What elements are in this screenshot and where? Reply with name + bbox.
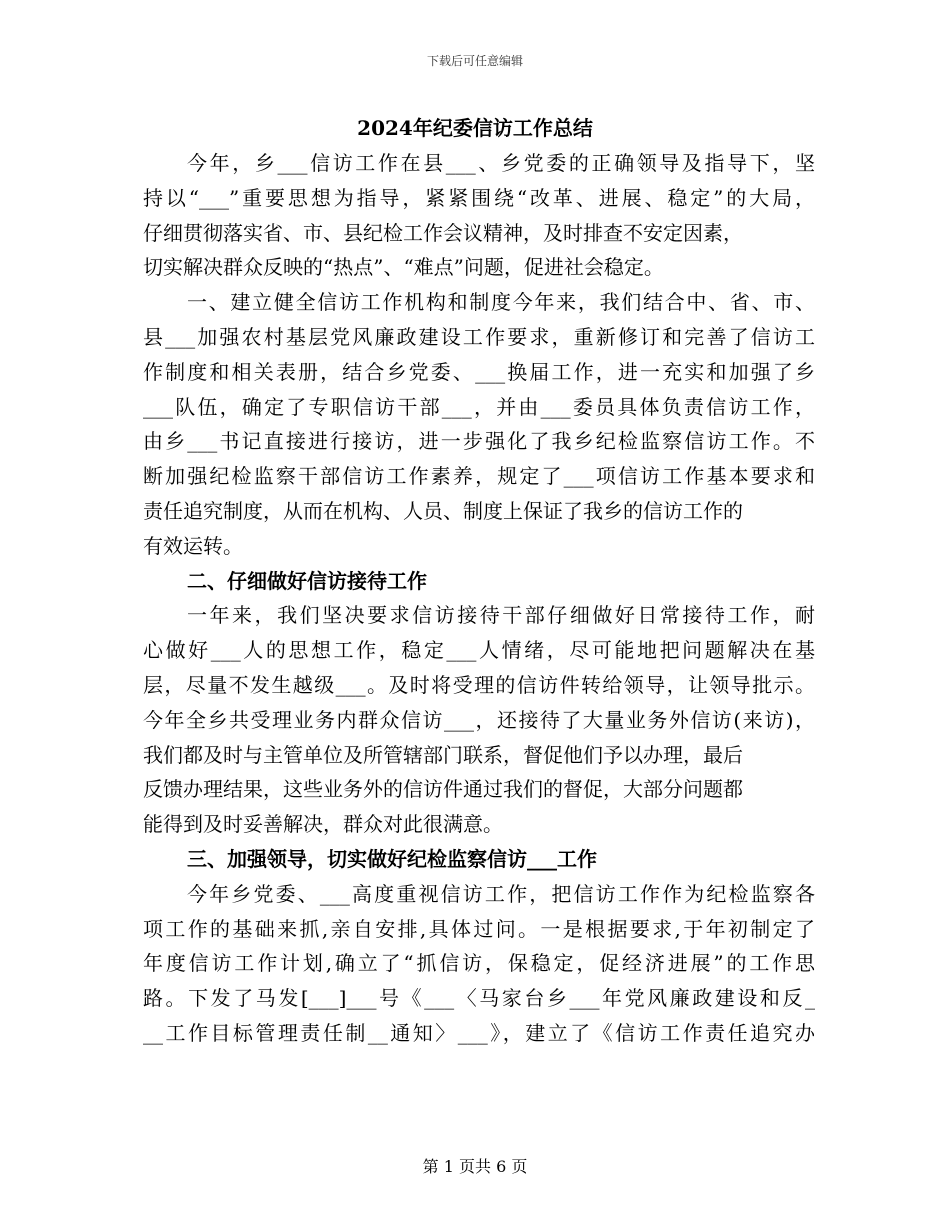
section-heading: 二、仔细做好信访接待工作 <box>187 568 427 593</box>
text-line: 年度信访工作计划,确立了“抓信访，保稳定，促经济进展”的工作思 <box>143 951 815 976</box>
text-line: 仔细贯彻落实省、市、县纪检工作会议精神，及时排查不安定因素， <box>143 220 743 245</box>
text-line: 有效运转。 <box>143 533 243 558</box>
text-line: 责任追究制度，从而在机构、人员、制度上保证了我乡的信访工作的 <box>143 498 743 523</box>
text-line: 今年全乡共受理业务内群众信访___，还接待了大量业务外信访(来访)， <box>143 707 815 732</box>
text-line: 今年乡党委、___高度重视信访工作，把信访工作作为纪检监察各 <box>187 881 815 906</box>
text-line: 反馈办理结果，这些业务外的信访件通过我们的督促，大部分问题都 <box>143 777 743 802</box>
page-footer: 第 1 页共 6 页 <box>422 1157 528 1176</box>
text-line: 持以“___”重要思想为指导，紧紧围绕“改革、进展、稳定”的大局， <box>143 185 815 210</box>
text-line: 县___加强农村基层党风廉政建设工作要求，重新修订和完善了信访工 <box>143 324 815 349</box>
text-line: 由乡___书记直接进行接访，进一步强化了我乡纪检监察信访工作。不 <box>143 429 815 454</box>
text-line: ___队伍，确定了专职信访干部___，并由___委员具体负责信访工作， <box>143 394 815 419</box>
document-body <box>143 146 815 1051</box>
text-line: 一年来，我们坚决要求信访接待干部仔细做好日常接待工作，耐 <box>187 603 815 628</box>
header-note: 下载后可任意编辑 <box>426 54 523 68</box>
text-line: 切实解决群众反映的“热点”、“难点”问题，促进社会稳定。 <box>143 255 664 280</box>
text-line: __工作目标管理责任制__通知〉___》，建立了《信访工作责任追究办 <box>143 1020 815 1045</box>
text-line: 心做好___人的思想工作，稳定___人情绪，尽可能地把问题解决在基 <box>143 638 815 663</box>
text-line: 一、建立健全信访工作机构和制度今年来，我们结合中、省、市、 <box>187 290 815 315</box>
text-line: 项工作的基础来抓,亲自安排,具体过问。一是根据要求,于年初制定了 <box>143 916 815 941</box>
text-line: 断加强纪检监察干部信访工作素养，规定了___项信访工作基本要求和 <box>143 464 815 489</box>
text-line: 作制度和相关表册，结合乡党委、___换届工作，进一充实和加强了乡 <box>143 359 815 384</box>
text-line: 今年，乡___信访工作在县___、乡党委的正确领导及指导下，坚 <box>187 151 815 175</box>
text-line: 能得到及时妥善解决，群众对此很满意。 <box>143 812 503 837</box>
page-title: 2024年纪委信访工作总结 <box>357 116 593 140</box>
text-line: 我们都及时与主管单位及所管辖部门联系，督促他们予以办理，最后 <box>143 742 743 767</box>
text-line: 层，尽量不发生越级___。及时将受理的信访件转给领导，让领导批示。 <box>143 672 815 697</box>
section-heading: 三、加强领导，切实做好纪检监察信访___工作 <box>187 846 597 871</box>
text-line: 路。下发了马发[___]___号《___〈马家台乡___年党风廉政建设和反_ <box>143 986 815 1011</box>
